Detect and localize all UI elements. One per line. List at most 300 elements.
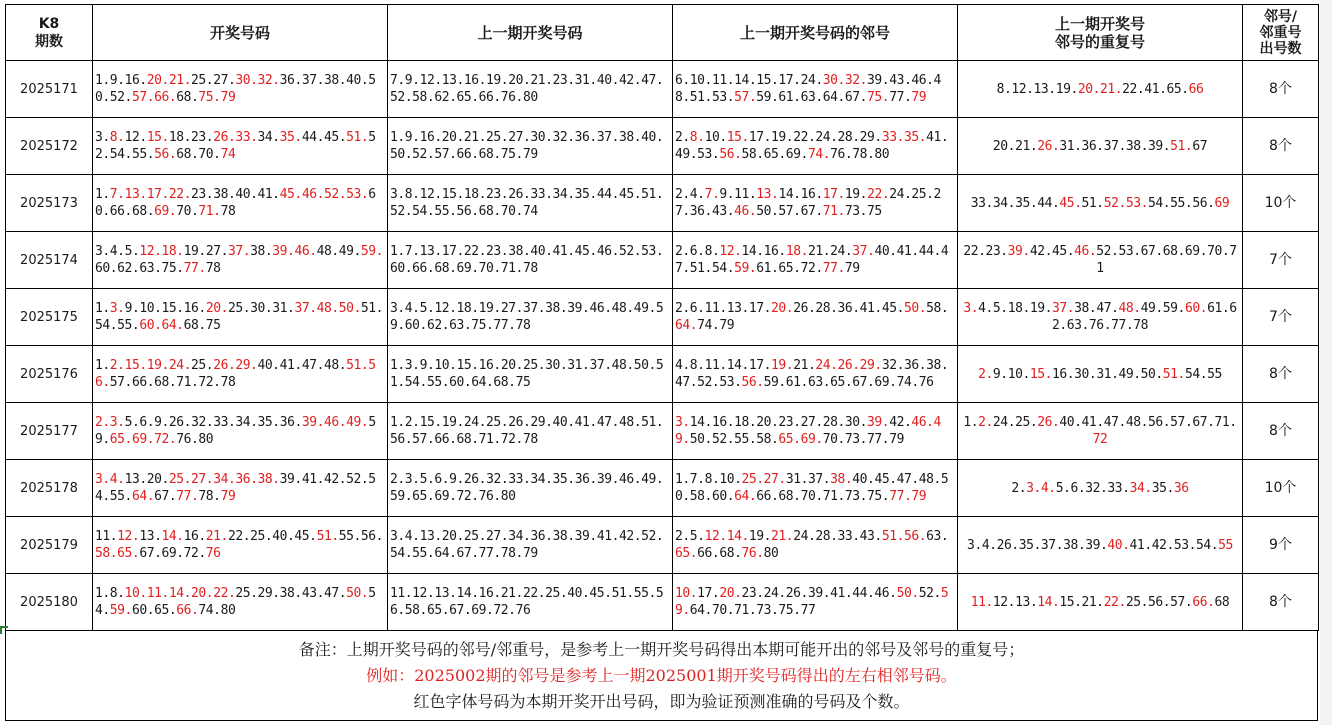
- number: 50: [896, 586, 912, 601]
- number: 39: [596, 472, 612, 487]
- number: 16: [183, 529, 199, 544]
- number: 20: [719, 586, 735, 601]
- number: 1: [390, 358, 398, 373]
- number: 13: [726, 301, 742, 316]
- number: 19: [748, 529, 764, 544]
- number: 33: [837, 529, 853, 544]
- number: 13: [139, 529, 155, 544]
- number: 66: [434, 432, 450, 447]
- number: 40: [641, 130, 656, 145]
- neighbors-cell: 6.10.11.14.15.17.24.30.32.39.43.46.48.51.53.57.59.61.63.64.67.75.77.79: [673, 61, 958, 118]
- vertical-scrollbar[interactable]: [1320, 0, 1332, 725]
- number: 55: [117, 318, 132, 333]
- issue-cell: 2025173: [6, 175, 93, 232]
- header-row: [6, 5, 1319, 61]
- number: 54: [390, 546, 405, 561]
- number: 77: [478, 546, 494, 561]
- number: 23: [191, 130, 206, 145]
- cell-selection-corner: [0, 626, 8, 634]
- number: 23: [778, 415, 794, 430]
- number: 4: [404, 529, 413, 544]
- number: 77: [176, 489, 192, 504]
- number: 21: [1100, 81, 1115, 97]
- number: 80: [522, 90, 538, 105]
- number: 56: [1148, 594, 1163, 610]
- number: 71: [198, 204, 214, 219]
- number: 57: [434, 147, 450, 162]
- number: 66: [478, 90, 494, 105]
- number: 77: [1111, 318, 1126, 333]
- number: 65: [763, 147, 779, 162]
- number: 35: [1151, 480, 1167, 496]
- draw-cell: 1.7.13.17.22.23.38.40.41.45.46.52.53.60.66.68.69.70.71.78: [93, 175, 388, 232]
- number: 39: [567, 301, 583, 316]
- number: 32: [486, 472, 501, 487]
- number: 4: [981, 537, 990, 553]
- number: 29: [859, 130, 875, 145]
- number: 74: [198, 603, 214, 618]
- number: 42: [618, 529, 634, 544]
- number: 26: [213, 130, 228, 145]
- number: 57: [734, 90, 749, 105]
- number: 43: [711, 204, 727, 219]
- number: 9: [719, 187, 727, 202]
- number: 77: [822, 261, 838, 276]
- number: 72: [493, 603, 509, 618]
- number: 26: [785, 586, 801, 601]
- number: 68: [719, 546, 735, 561]
- neighbors-cell: 10.17.20.23.24.26.39.41.44.46.50.52.59.64.70.71.73.75.77: [673, 574, 958, 631]
- number: 15: [441, 187, 457, 202]
- number: 49: [1140, 301, 1156, 316]
- number: 75: [867, 90, 882, 105]
- number: 70: [1207, 244, 1222, 259]
- number: 15: [726, 130, 742, 145]
- number: 72: [800, 261, 816, 276]
- number: 2: [675, 301, 683, 316]
- table-row: [6, 403, 1319, 460]
- number: 48: [611, 358, 627, 373]
- number: 17: [748, 358, 764, 373]
- number: 35: [279, 130, 295, 145]
- number: 8: [704, 472, 712, 487]
- issue-cell: 2025179: [6, 517, 93, 574]
- number: 4: [675, 358, 683, 373]
- number: 25: [227, 301, 243, 316]
- number: 41: [859, 301, 875, 316]
- number: 26: [837, 358, 853, 373]
- number: 39: [301, 415, 317, 430]
- number: 77: [800, 603, 816, 618]
- number: 54: [95, 318, 110, 333]
- number: 37: [227, 244, 243, 259]
- number: 59: [763, 375, 779, 390]
- number: 36: [574, 472, 590, 487]
- number: 75: [161, 261, 177, 276]
- number: 55: [633, 586, 649, 601]
- number: 44: [301, 130, 317, 145]
- count-cell: 8个: [1243, 61, 1319, 118]
- number: 56: [456, 204, 472, 219]
- number: 11: [970, 594, 986, 610]
- table-row: [6, 61, 1319, 118]
- number: 68: [478, 147, 494, 162]
- number: 12: [117, 529, 132, 544]
- number: 20: [146, 73, 162, 88]
- number: 66: [1192, 594, 1208, 610]
- number: 1: [95, 586, 103, 601]
- number: 41: [926, 130, 941, 145]
- prev-cell: 3.4.13.20.25.27.34.36.38.39.41.42.52.54.55.64.67.77.78.79: [388, 517, 673, 574]
- number: 69: [131, 432, 147, 447]
- number: 49: [675, 147, 690, 162]
- number: 68: [1214, 594, 1230, 610]
- number: 56: [741, 375, 757, 390]
- number: 49: [1118, 366, 1134, 382]
- number: 63: [926, 529, 941, 544]
- number: 2: [95, 415, 103, 430]
- number: 9: [124, 301, 132, 316]
- repeat-cell: 20.21.26.31.36.37.38.39.51.67: [958, 118, 1243, 175]
- number: 46: [589, 301, 605, 316]
- issue-cell: 2025174: [6, 232, 93, 289]
- number: 32: [552, 130, 568, 145]
- number: 19: [1029, 301, 1045, 316]
- number: 34: [213, 472, 228, 487]
- number: 21: [1015, 138, 1030, 154]
- number: 22: [522, 586, 538, 601]
- number: 25: [1125, 594, 1141, 610]
- number: 78: [1133, 318, 1148, 333]
- number: 71: [734, 603, 749, 618]
- number: 21: [500, 586, 516, 601]
- number: 30: [844, 415, 860, 430]
- number: 27: [500, 301, 516, 316]
- repeat-cell: 1.2.24.25.26.40.41.47.48.56.57.67.71.72: [958, 403, 1243, 460]
- number: 65: [1166, 81, 1182, 97]
- issue-cell: 2025176: [6, 346, 93, 403]
- number: 1: [390, 415, 398, 430]
- number: 72: [500, 432, 516, 447]
- number: 2: [675, 529, 683, 544]
- number: 20: [500, 358, 516, 373]
- number: 20: [508, 73, 523, 88]
- number: 46: [301, 187, 317, 202]
- number: 33: [881, 130, 897, 145]
- number: 75: [198, 90, 214, 105]
- number: 58: [741, 147, 757, 162]
- number: 41: [257, 187, 273, 202]
- number: 9: [419, 358, 427, 373]
- prev-cell: 1.2.15.19.24.25.26.29.40.41.47.48.51.56.57.66.68.71.72.78: [388, 403, 673, 460]
- number: 67: [1140, 244, 1156, 259]
- number: 48: [1118, 301, 1134, 316]
- number: 1: [675, 472, 683, 487]
- number: 47: [301, 358, 317, 373]
- number: 3: [675, 415, 683, 430]
- number: 55: [412, 546, 427, 561]
- number: 41: [1081, 415, 1097, 430]
- number: 79: [844, 261, 860, 276]
- header-count-line3: 出号数: [1259, 40, 1302, 57]
- number: 46: [294, 244, 310, 259]
- number: 65: [117, 546, 132, 561]
- number: 8: [996, 81, 1004, 97]
- number: 65: [456, 90, 472, 105]
- number: 38: [545, 301, 560, 316]
- number: 52: [390, 204, 405, 219]
- number: 69: [1184, 244, 1200, 259]
- number: 72: [198, 375, 214, 390]
- number: 35: [903, 130, 919, 145]
- number: 17: [748, 301, 764, 316]
- number: 1: [95, 301, 103, 316]
- number: 64: [471, 375, 487, 390]
- number: 41: [574, 415, 590, 430]
- number: 24: [763, 586, 779, 601]
- number: 15: [124, 358, 140, 373]
- number: 78: [522, 261, 538, 276]
- number: 16: [124, 73, 140, 88]
- number: 40: [1059, 415, 1075, 430]
- number: 72: [183, 546, 199, 561]
- number: 48: [316, 244, 332, 259]
- number: 56: [903, 529, 919, 544]
- repeat-cell: 11.12.13.14.15.21.22.25.56.57.66.68: [958, 574, 1243, 631]
- table-row: [6, 517, 1319, 574]
- number: 34: [992, 195, 1008, 211]
- number: 41: [279, 358, 295, 373]
- number: 45: [294, 529, 310, 544]
- number: 78: [198, 489, 214, 504]
- number: 42: [1029, 244, 1045, 259]
- number: 78: [852, 147, 868, 162]
- number: 44: [918, 244, 934, 259]
- number: 26: [463, 472, 479, 487]
- number: 26: [508, 415, 523, 430]
- number: 76: [830, 147, 845, 162]
- number: 39: [272, 244, 288, 259]
- number: 2: [675, 187, 683, 202]
- number: 19: [441, 415, 457, 430]
- neighbors-cell: 2.6.8.12.14.16.18.21.24.37.40.41.44.47.51.54.59.61.65.72.77.79: [673, 232, 958, 289]
- number: 48: [316, 301, 332, 316]
- number: 28: [815, 301, 831, 316]
- prev-cell: 7.9.12.13.16.19.20.21.23.31.40.42.47.52.58.62.65.66.76.80: [388, 61, 673, 118]
- header-prev-draw: 上一期开奖号码: [388, 5, 673, 61]
- number: 69: [785, 147, 801, 162]
- number: 11: [734, 187, 749, 202]
- number: 35: [1018, 537, 1034, 553]
- number: 69: [471, 603, 487, 618]
- number: 14: [778, 187, 794, 202]
- number: 46: [1074, 244, 1089, 259]
- number: 20: [146, 472, 162, 487]
- number: 17: [441, 244, 457, 259]
- number: 12: [704, 529, 720, 544]
- number: 76: [205, 546, 221, 561]
- number: 26: [1037, 415, 1052, 430]
- number: 71: [176, 375, 192, 390]
- number: 20: [191, 586, 206, 601]
- number: 12: [719, 244, 735, 259]
- number: 77: [493, 318, 509, 333]
- number: 66: [756, 489, 772, 504]
- number: 37: [1040, 537, 1056, 553]
- number: 52: [346, 472, 361, 487]
- number: 25: [1015, 415, 1030, 430]
- draw-cell: 1.2.15.19.24.25.26.29.40.41.47.48.51.56.57.66.68.71.72.78: [93, 346, 388, 403]
- number: 6: [434, 472, 442, 487]
- number: 72: [456, 489, 472, 504]
- number: 36: [530, 529, 546, 544]
- number: 40: [1107, 537, 1123, 553]
- number: 33: [508, 472, 523, 487]
- issue-cell: 2025172: [6, 118, 93, 175]
- number: 17: [822, 187, 838, 202]
- number: 35: [552, 472, 568, 487]
- number: 60: [95, 187, 376, 219]
- prev-cell: 2.3.5.6.9.26.32.33.34.35.36.39.46.49.59.65.69.72.76.80: [388, 460, 673, 517]
- number: 53: [1118, 244, 1134, 259]
- draw-cell: 3.8.12.15.18.23.26.33.34.35.44.45.51.52.54.55.56.68.70.74: [93, 118, 388, 175]
- number: 18: [161, 244, 177, 259]
- header-count-line2: 邻重号: [1259, 24, 1302, 41]
- number: 74: [522, 204, 538, 219]
- number: 54: [711, 261, 727, 276]
- number: 23: [552, 73, 568, 88]
- number: 24: [815, 130, 831, 145]
- number: 42: [323, 472, 339, 487]
- number: 44: [1037, 195, 1052, 211]
- number: 7: [390, 73, 398, 88]
- number: 79: [220, 489, 236, 504]
- table-row: [6, 460, 1319, 517]
- number: 39: [867, 73, 882, 88]
- number: 38: [213, 187, 228, 202]
- draw-cell: 11.12.13.14.16.21.22.25.40.45.51.55.56.58.65.67.69.72.76: [93, 517, 388, 574]
- number: 79: [911, 90, 927, 105]
- issue-cell: 2025178: [6, 460, 93, 517]
- number: 62: [117, 261, 132, 276]
- table-row: [6, 175, 1319, 232]
- number: 48: [611, 301, 627, 316]
- number: 42: [1151, 537, 1167, 553]
- number: 34: [552, 187, 568, 202]
- number: 25: [168, 472, 184, 487]
- number: 52: [711, 432, 727, 447]
- number: 19: [1055, 81, 1071, 97]
- number: 26: [996, 537, 1012, 553]
- number: 20: [205, 301, 221, 316]
- number: 37: [294, 301, 310, 316]
- number: 51: [641, 187, 656, 202]
- number: 71: [1096, 244, 1237, 276]
- number: 36: [1081, 138, 1097, 154]
- number: 11: [704, 358, 720, 373]
- number: 42: [889, 415, 904, 430]
- number: 12: [419, 73, 435, 88]
- number: 47: [896, 472, 912, 487]
- number: 2: [390, 472, 398, 487]
- number: 65: [778, 432, 794, 447]
- number: 1: [95, 187, 103, 202]
- number: 51: [360, 301, 376, 316]
- neighbors-cell: 4.8.11.14.17.19.21.24.26.29.32.36.38.47.52.53.56.59.61.63.65.67.69.74.76: [673, 346, 958, 403]
- number: 40: [552, 415, 568, 430]
- number: 78: [220, 375, 236, 390]
- number: 55: [734, 432, 749, 447]
- number: 39: [1148, 138, 1163, 154]
- number: 5: [419, 472, 427, 487]
- number: 50: [903, 301, 919, 316]
- number: 13: [419, 529, 435, 544]
- number: 63: [1066, 318, 1082, 333]
- number: 16: [183, 301, 199, 316]
- prev-cell: 1.9.16.20.21.25.27.30.32.36.37.38.40.50.52.57.66.68.75.79: [388, 118, 673, 175]
- number: 66: [1188, 81, 1204, 97]
- number: 27: [508, 130, 523, 145]
- number: 23: [486, 244, 501, 259]
- number: 1: [390, 244, 398, 259]
- header-issue: [6, 5, 93, 61]
- number: 8: [109, 586, 118, 601]
- number: 3: [390, 529, 398, 544]
- number: 13: [124, 472, 140, 487]
- number: 80: [763, 546, 779, 561]
- number: 14: [726, 358, 742, 373]
- number: 2: [675, 244, 683, 259]
- number: 80: [198, 432, 214, 447]
- number: 57: [109, 375, 125, 390]
- number: 20: [1077, 81, 1093, 97]
- number: 41: [596, 529, 612, 544]
- number: 13: [1015, 594, 1030, 610]
- number: 17: [146, 187, 162, 202]
- number: 76: [1088, 318, 1104, 333]
- number: 40: [596, 73, 612, 88]
- number: 63: [800, 90, 816, 105]
- number: 16: [419, 130, 435, 145]
- number: 2: [1011, 480, 1019, 496]
- number: 37: [852, 244, 868, 259]
- number: 52: [1103, 195, 1119, 211]
- draw-cell: 2.3.5.6.9.26.32.33.34.35.36.39.46.49.59.65.69.72.76.80: [93, 403, 388, 460]
- number: 11: [146, 586, 162, 601]
- number: 31: [1059, 138, 1075, 154]
- draw-cell: 3.4.5.12.18.19.27.37.38.39.46.48.49.59.60.62.63.75.77.78: [93, 232, 388, 289]
- number: 2: [675, 130, 683, 145]
- number: 75: [867, 489, 882, 504]
- number: 15: [1059, 594, 1075, 610]
- number: 74: [896, 375, 912, 390]
- number: 42: [618, 73, 634, 88]
- number: 66: [697, 546, 712, 561]
- number: 17: [748, 130, 764, 145]
- number: 51: [881, 529, 897, 544]
- number: 21: [530, 73, 546, 88]
- number: 55: [1218, 537, 1233, 553]
- number: 13: [1033, 81, 1049, 97]
- number: 60: [449, 375, 464, 390]
- number: 71: [1214, 415, 1230, 430]
- number: 26: [213, 358, 228, 373]
- number: 50: [689, 432, 705, 447]
- number: 48: [618, 415, 634, 430]
- number: 34: [530, 472, 546, 487]
- number: 44: [596, 187, 612, 202]
- number: 21: [205, 529, 221, 544]
